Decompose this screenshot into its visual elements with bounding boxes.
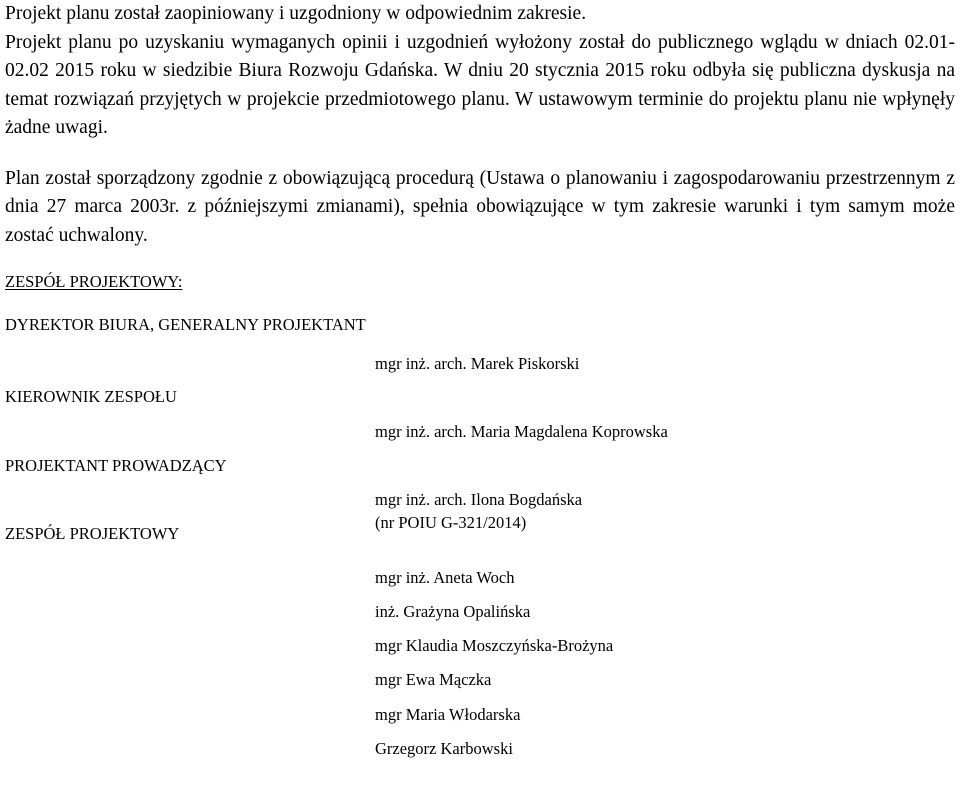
member-name: inż. Grażyna Opalińska bbox=[375, 602, 531, 621]
role-director: DYREKTOR BIURA, GENERALNY PROJEKTANT bbox=[5, 315, 366, 334]
spacer bbox=[5, 292, 955, 315]
role-team-lead: KIEROWNIK ZESPOŁU bbox=[5, 387, 177, 406]
lead-designer-name: mgr inż. arch. Ilona Bogdańska bbox=[375, 490, 583, 509]
document-page bbox=[5, 0, 955, 775]
role-design-team: ZESPÓŁ PROJEKTOWY bbox=[5, 524, 180, 543]
member-name: mgr Klaudia Moszczyńska-Brożyna bbox=[375, 636, 614, 655]
role-lead-designer: PROJEKTANT PROWADZĄCY bbox=[5, 456, 227, 475]
member-name: mgr inż. Aneta Woch bbox=[375, 568, 515, 587]
team-heading: ZESPÓŁ PROJEKTOWY: bbox=[5, 272, 183, 291]
spacer bbox=[5, 250, 955, 272]
paragraph-public-display: Projekt planu po uzyskaniu wymaganych opinii i uzgodnień wyłożony został do publicznego wglądu w dniach 02.01-02.02 2015 roku w siedzibie Biura Rozwoju Gdańska. W dniu 20 stycznia 2015 roku odbyła się publiczna dyskusja na temat rozwiązań przyjętych w projekcie przedmiotowego planu. W ustawowym terminie do projektu planu nie wpłynęły żadne uwagi. bbox=[5, 31, 955, 138]
director-name: mgr inż. arch. Marek Piskorski bbox=[375, 354, 580, 373]
member-name: mgr Ewa Mączka bbox=[375, 670, 492, 689]
paragraph-opinions: Projekt planu został zaopiniowany i uzgodniony w odpowiednim zakresie. bbox=[5, 3, 587, 24]
member-name: Grzegorz Karbowski bbox=[375, 739, 513, 758]
team-lead-name: mgr inż. arch. Maria Magdalena Koprowska bbox=[375, 422, 668, 441]
spacer bbox=[5, 143, 955, 165]
team-roster bbox=[5, 335, 955, 775]
lead-designer-license: (nr POIU G-321/2014) bbox=[375, 513, 527, 532]
member-name: mgr Maria Włodarska bbox=[375, 705, 521, 724]
paragraph-procedure: Plan został sporządzony zgodnie z obowiązującą procedurą (Ustawa o planowaniu i zagospodarowaniu przestrzennym z dnia 27 marca 2003r. z późniejszymi zmianami), spełnia obowiązujące w tym zakresie warunki i tym samym może zostać uchwalony. bbox=[5, 167, 955, 246]
